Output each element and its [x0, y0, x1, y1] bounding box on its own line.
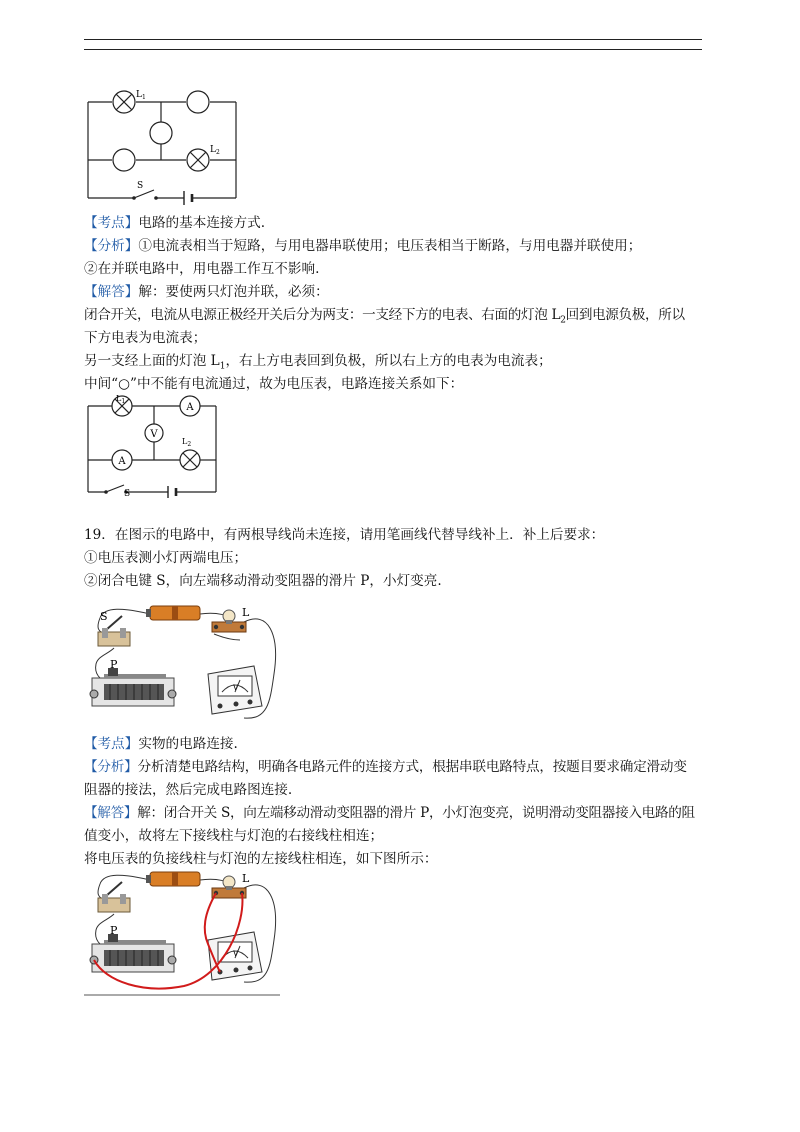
prev-fenxi-line2: ②在并联电路中，用电器工作互不影响. — [84, 261, 320, 277]
prev-jieda-line2: 闭合开关，电流从电源正极经开关后分为两支：一支经下方的电表、右面的灯泡 $L_2$回到电源负极，所以 — [84, 307, 685, 326]
prev-jieda-line5: 中间“○”中不能有电流通过，故为电压表，电路连接关系如下： — [84, 376, 464, 392]
battery-pack — [146, 872, 200, 886]
lamp-l1-symbol — [113, 91, 135, 113]
label-lamp: L — [242, 872, 250, 885]
battery-symbol — [184, 191, 192, 205]
q19-jieda-line2: 值变小，故将左下接线柱与灯泡的右接线柱相连； — [84, 828, 384, 844]
q19-fenxi-line2: 阻器的接法，然后完成电路图连接. — [84, 782, 293, 798]
physical-circuit-question — [84, 594, 280, 726]
prev-jieda-line3: 下方电表为电流表； — [84, 330, 207, 346]
lamp-l2-symbol — [180, 450, 200, 470]
q19-jieda-line1: 【解答】解：闭合开关 S，向左端移动滑动变阻器的滑片 P，小灯泡变亮，说明滑动变阻器接入电路的阻 — [84, 805, 695, 821]
battery-symbol — [168, 486, 176, 498]
lamp-l2-symbol — [187, 149, 209, 171]
switch-s — [98, 882, 130, 912]
meter-middle-blank — [150, 122, 172, 144]
label-voltmeter: V — [233, 950, 239, 958]
circuit-diagram-blank — [84, 88, 244, 206]
q19-fenxi-line1: 【分析】分析清楚电路结构，明确各电路元件的连接方式，根据串联电路特点，按题目要求确定滑动变 — [84, 759, 687, 775]
ammeter-bottom-label: A — [118, 456, 126, 467]
meter-top-right-blank — [187, 91, 209, 113]
rheostat — [90, 934, 176, 972]
label-l1: $L_1$ — [136, 90, 146, 101]
battery-pack — [146, 606, 200, 620]
header-rule-bottom — [84, 49, 702, 50]
q19-kaodian: 【考点】实物的电路连接. — [84, 736, 238, 752]
label-voltmeter: V — [233, 684, 239, 692]
label-s: S — [124, 489, 131, 499]
label-l2: $L_2$ — [210, 145, 220, 156]
label-lamp: L — [242, 606, 250, 619]
label-switch: S — [100, 610, 108, 623]
prev-fenxi-line1: 【分析】①电流表相当于短路，与用电器串联使用；电压表相当于断路，与用电器并联使用； — [84, 238, 642, 254]
q19-req2: ②闭合电键 S，向左端移动滑动变阻器的滑片 P，小灯变亮. — [84, 573, 442, 589]
ammeter-top-label: A — [186, 402, 194, 413]
prev-jieda-line4: 另一支经上面的灯泡 $L_1$，右上方电表回到负极，所以右上方的电表为电流表； — [84, 353, 552, 372]
circuit-diagram-solved — [84, 392, 224, 500]
meter-bottom-left-blank — [113, 149, 135, 171]
label-l1: $L_1$ — [116, 394, 126, 405]
physical-circuit-answer — [84, 864, 280, 998]
header-rule-top — [84, 39, 702, 40]
rheostat — [90, 668, 176, 706]
q19-jieda-line3: 将电压表的负接线柱与灯泡的左接线柱相连，如下图所示： — [84, 851, 438, 867]
prev-kaodian: 【考点】电路的基本连接方式. — [84, 215, 266, 231]
q19-stem: 19．在图示的电路中，有两根导线尚未连接，请用笔画线代替导线补上．补上后要求： — [84, 527, 605, 543]
label-slider: P — [110, 658, 118, 671]
prev-jieda-line1: 【解答】解：要使两只灯泡并联，必须： — [84, 284, 329, 300]
label-s: S — [137, 181, 144, 191]
label-l2: $L_2$ — [182, 437, 192, 448]
q19-req1: ①电压表测小灯两端电压； — [84, 550, 248, 566]
label-slider: P — [110, 924, 118, 937]
voltmeter-label: V — [150, 429, 158, 440]
